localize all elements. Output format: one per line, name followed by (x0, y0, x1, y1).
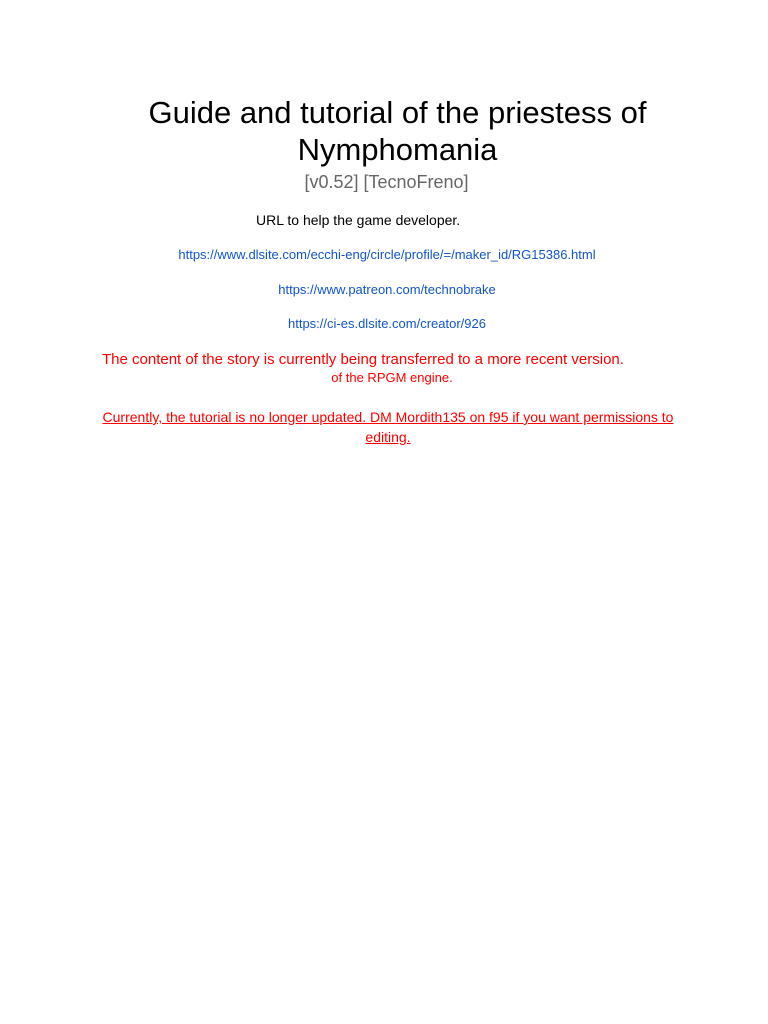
dlsite-creator-link[interactable]: https://ci-es.dlsite.com/creator/926 (288, 316, 486, 331)
document-title: Guide and tutorial of the priestess of Nymphomania (148, 95, 647, 167)
transfer-notice: The content of the story is currently being transferred to a more recent version. (102, 351, 624, 368)
url-intro-text: URL to help the game developer. (256, 212, 461, 228)
engine-notice: of the RPGM engine. (331, 370, 453, 385)
tutorial-update-notice: Currently, the tutorial is no longer updated. DM Mordith135 on f95 if you want permissions to editing. (102, 409, 674, 445)
dlsite-circle-link[interactable]: https://www.dlsite.com/ecchi-eng/circle/profile/=/maker_id/RG15386.html (178, 247, 596, 262)
patreon-link[interactable]: https://www.patreon.com/technobrake (278, 282, 496, 297)
document-subtitle: [v0.52] [TecnoFreno] (304, 172, 469, 192)
